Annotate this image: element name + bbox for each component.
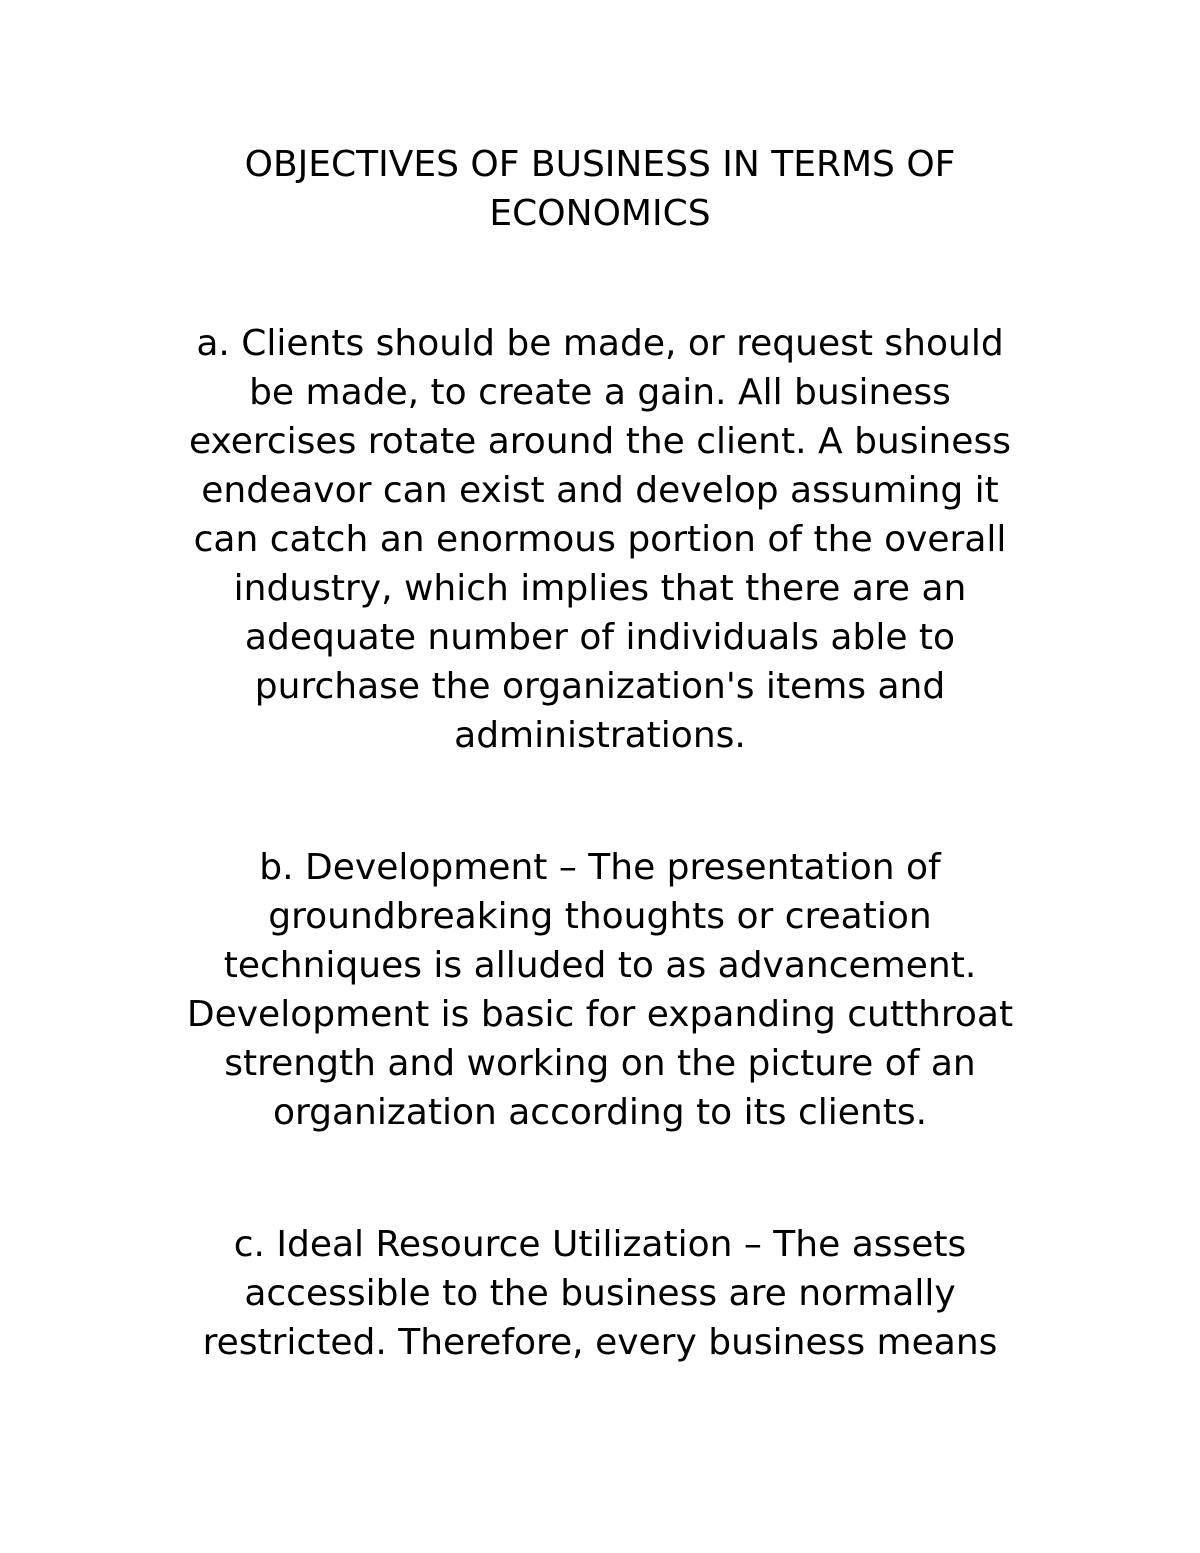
title-line: ECONOMICS [489,193,711,234]
paragraph-c [140,1220,1060,1367]
paragraph-line: restricted. Therefore, every business means [202,1322,998,1363]
paragraph-a [140,319,1060,760]
paragraph-line: be made, to create a gain. All business [249,372,951,413]
paragraph-line: industry, which implies that there are an [233,568,967,609]
paragraph-line: Development is basic for expanding cutthroat [186,994,1014,1035]
paragraph-line: organization according to its clients. [272,1092,928,1133]
paragraph-line: groundbreaking thoughts or creation [268,896,932,937]
document-title [140,140,1060,238]
paragraph-line: techniques is alluded to as advancement. [223,945,977,986]
paragraph-line: purchase the organization's items and [254,666,946,707]
paragraph-line: accessible to the business are normally [244,1273,956,1314]
paragraph-line: administrations. [454,715,746,756]
paragraph-line: strength and working on the picture of an [224,1043,976,1084]
paragraph-line: a. Clients should be made, or request should [196,323,1004,364]
paragraph-line: can catch an enormous portion of the overall [193,519,1007,560]
paragraph-line: endeavor can exist and develop assuming it [201,470,999,511]
paragraph-b [140,843,1060,1137]
paragraph-line: c. Ideal Resource Utilization – The assets [233,1224,967,1265]
paragraph-line: exercises rotate around the client. A business [189,421,1011,462]
paragraph-line: adequate number of individuals able to [244,617,956,658]
paragraph-line: b. Development – The presentation of [259,847,941,888]
title-line: OBJECTIVES OF BUSINESS IN TERMS OF [244,144,956,185]
